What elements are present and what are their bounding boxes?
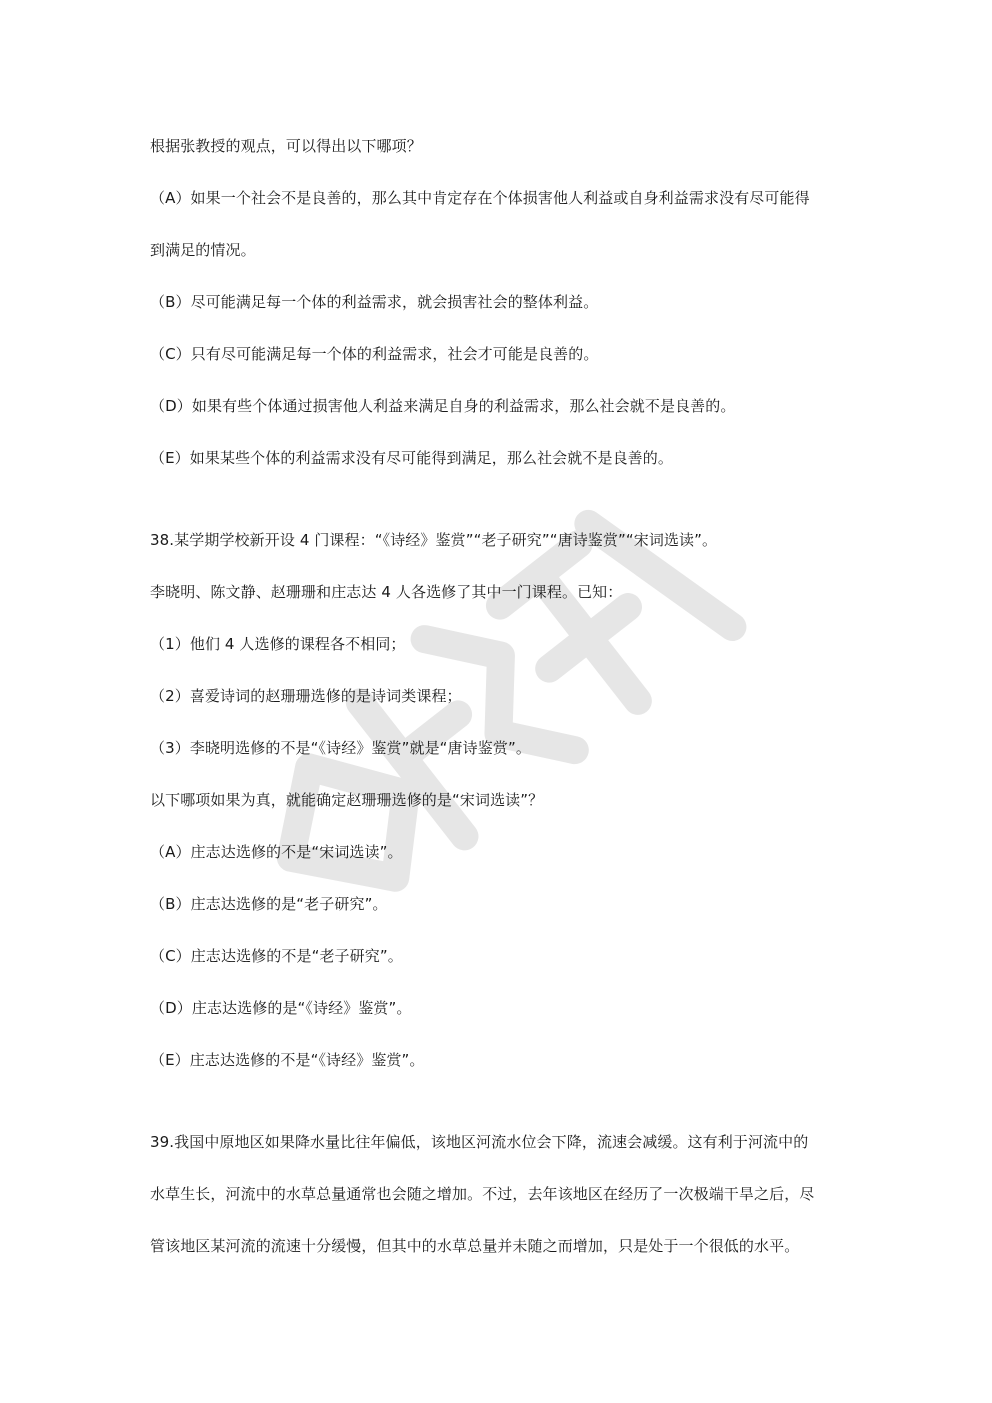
q37-option-a-line1: （A）如果一个社会不是良善的，那么其中肯定存在个体损害他人利益或自身利益需求没有尽可能得 <box>150 189 810 207</box>
q37-prompt: 根据张教授的观点，可以得出以下哪项？ <box>150 137 422 155</box>
q39-line1: 39.我国中原地区如果降水量比往年偏低，该地区河流水位会下降，流速会减缓。这有利于河流中的 <box>150 1133 809 1151</box>
q39-line3: 管该地区某河流的流速十分缓慢，但其中的水草总量并未随之而增加，只是处于一个很低的水平。 <box>150 1237 800 1255</box>
q39-line2: 水草生长，河流中的水草总量通常也会随之增加。不过，去年该地区在经历了一次极端干旱之后，尽 <box>150 1185 815 1203</box>
q38-option-c: （C）庄志达选修的不是“老子研究”。 <box>150 947 403 965</box>
q38-condition-2: （2）喜爱诗词的赵珊珊选修的是诗词类课程； <box>150 687 462 705</box>
q38-condition-3: （3）李晓明选修的不是“《诗经》鉴赏”就是“唐诗鉴赏”。 <box>150 739 531 757</box>
q38-question: 以下哪项如果为真，就能确定赵珊珊选修的是“宋词选读”？ <box>150 791 544 809</box>
q38-condition-1: （1）他们 4 人选修的课程各不相同； <box>150 635 406 653</box>
q37-option-d: （D）如果有些个体通过损害他人利益来满足自身的利益需求，那么社会就不是良善的。 <box>150 397 736 415</box>
q38-option-a: （A）庄志达选修的不是“宋词选读”。 <box>150 843 403 861</box>
q37-option-c: （C）只有尽可能满足每一个体的利益需求，社会才可能是良善的。 <box>150 345 599 363</box>
q38-option-b: （B）庄志达选修的是“老子研究”。 <box>150 895 388 913</box>
q38-stem-line2: 李晓明、陈文静、赵珊珊和庄志达 4 人各选修了其中一门课程。已知： <box>150 583 623 601</box>
q38-option-d: （D）庄志达选修的是“《诗经》鉴赏”。 <box>150 999 412 1017</box>
q38-stem-line1: 38.某学期学校新开设 4 门课程：“《诗经》鉴赏”“老子研究”“唐诗鉴赏”“宋词选读”。 <box>150 531 718 549</box>
q37-option-a-line2: 到满足的情况。 <box>150 241 256 259</box>
q37-option-e: （E）如果某些个体的利益需求没有尽可能得到满足，那么社会就不是良善的。 <box>150 449 673 467</box>
q37-option-b: （B）尽可能满足每一个体的利益需求，就会损害社会的整体利益。 <box>150 293 599 311</box>
q38-option-e: （E）庄志达选修的不是“《诗经》鉴赏”。 <box>150 1051 425 1069</box>
